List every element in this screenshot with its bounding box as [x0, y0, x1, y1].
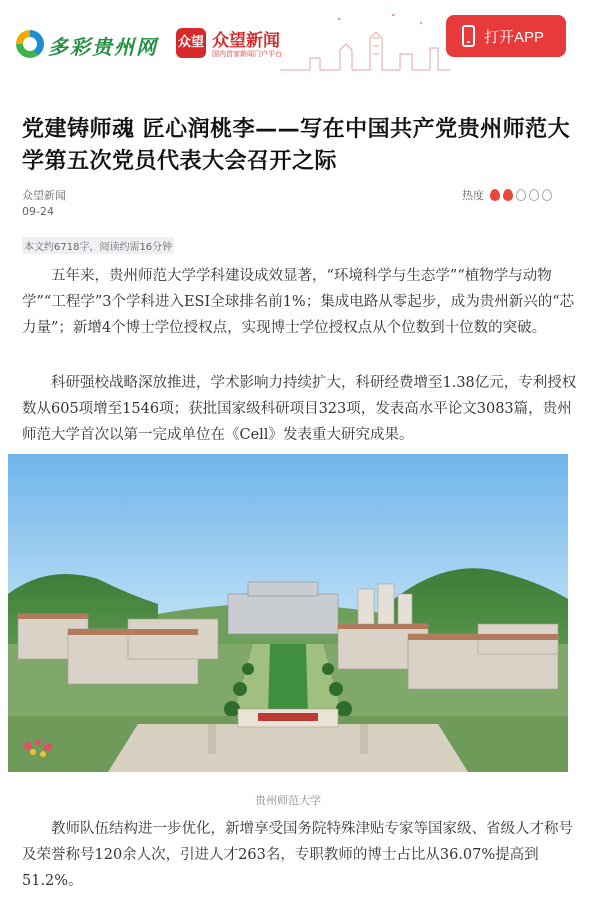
flame-icon — [503, 189, 513, 201]
heat-label: 热度 — [462, 189, 484, 202]
partner-logo-icon: 众望 — [176, 28, 206, 58]
article-paragraph: 五年来，贵州师范大学学科建设成效显著，“环境科学与生态学”“植物学与动物学”“工程学”3个学科进入ESI全球排名前1%；集成电路从零起步，成为贵州新兴的“芯力量”；新增4个博士学位授权点，实现博士学位授权点从个位数到十位数的突破。 — [22, 268, 575, 336]
article-date: 09-24 — [22, 205, 54, 218]
phone-icon — [462, 25, 475, 47]
flame-icon — [516, 189, 526, 201]
site-logo-icon[interactable] — [16, 30, 44, 58]
read-time-info: 本文约6718字，阅读约需16分钟 — [22, 237, 174, 254]
article-paragraph: 科研强校战略深放推进，学术影响力持续扩大，科研经费增至1.38亿元，专利授权数从605项增至1546项；获批国家级科研项目323项，发表高水平论文3083篇，贵州师范大学首次以第一完成单位在《Cell》发表重大研究成果。 — [22, 375, 577, 443]
heat-indicator — [462, 187, 552, 203]
article-paragraph: 教师队伍结构进一步优化，新增享受国务院特殊津贴专家等国家级、省级人才称号及荣誉称号120余人次，引进人才263名，专职教师的博士占比从36.07%提高到51.2%。 — [22, 821, 573, 889]
flame-icon — [542, 189, 552, 201]
image-caption: 贵州师范大学 — [255, 794, 321, 807]
site-logo-text[interactable]: 多彩贵州网 — [48, 35, 158, 59]
article-source[interactable]: 众望新闻 — [22, 189, 66, 202]
flame-icon — [529, 189, 539, 201]
campus-photo[interactable] — [8, 454, 568, 772]
skyline-decoration-icon — [280, 8, 450, 76]
partner-name: 众望新闻 — [212, 31, 280, 51]
partner-subtitle: 国内首家新闻门户平台 — [212, 50, 282, 58]
article-title: 党建铸师魂 匠心润桃李——写在中国共产党贵州师范大学第五次党员代表大会召开之际 — [22, 117, 571, 174]
flame-icon — [490, 189, 500, 201]
top-banner — [0, 0, 600, 82]
open-app-label: 打开APP — [484, 29, 545, 46]
heat-flames — [490, 189, 552, 201]
open-app-button[interactable] — [446, 15, 566, 57]
